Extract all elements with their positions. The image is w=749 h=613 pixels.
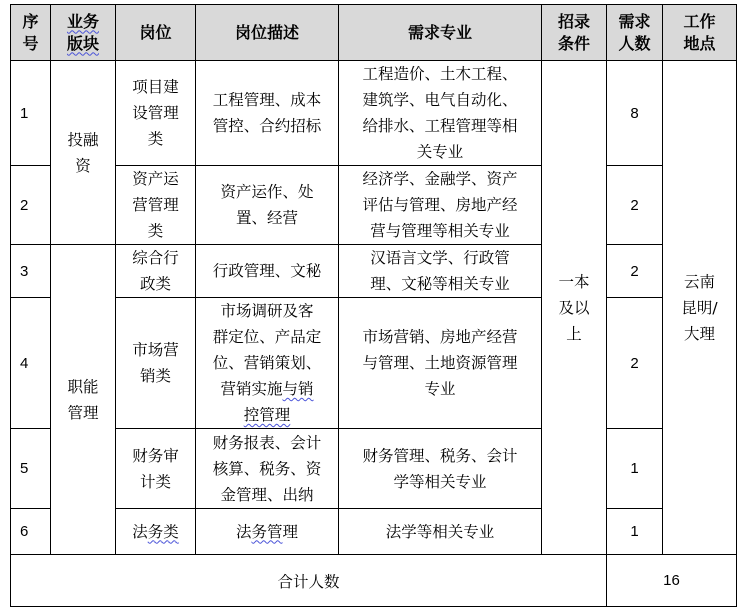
row-no: 2 <box>11 166 51 245</box>
position-cell: 项目建 设管理 类 <box>116 61 196 166</box>
header-major: 需求专业 <box>339 5 542 61</box>
position-underlined: 务类 <box>147 522 179 541</box>
description-underlined: 务管 <box>251 522 283 541</box>
count-cell: 1 <box>607 509 663 555</box>
header-segment: 业务 版块 <box>51 5 116 61</box>
count-cell: 2 <box>607 298 663 429</box>
row-no: 1 <box>11 61 51 166</box>
description-cell: 法务管理 <box>196 509 339 555</box>
count-cell: 1 <box>607 429 663 509</box>
segment-investment: 投融 资 <box>51 61 116 245</box>
segment-functional: 职能 管理 <box>51 245 116 555</box>
total-label: 合计人数 <box>11 555 607 607</box>
description-underlined: 与销 控管理 <box>243 380 314 424</box>
row-no: 4 <box>11 298 51 429</box>
count-cell: 2 <box>607 245 663 298</box>
major-cell: 法学等相关专业 <box>339 509 542 555</box>
header-condition: 招录 条件 <box>542 5 607 61</box>
description-cell: 行政管理、文秘 <box>196 245 339 298</box>
position-cell: 财务审 计类 <box>116 429 196 509</box>
table-row <box>11 245 737 298</box>
job-table <box>10 4 737 607</box>
major-cell: 汉语言文学、行政管 理、文秘等相关专业 <box>339 245 542 298</box>
total-value: 16 <box>607 555 737 607</box>
major-cell: 工程造价、土木工程、 建筑学、电气自动化、 给排水、工程管理等相 关专业 <box>339 61 542 166</box>
position-cell: 市场营 销类 <box>116 298 196 429</box>
table-row <box>11 166 737 245</box>
position-cell: 资产运 营管理 类 <box>116 166 196 245</box>
table-row <box>11 61 737 166</box>
description-cell: 市场调研及客 群定位、产品定 位、营销策划、 营销实施与销 控管理 <box>196 298 339 429</box>
condition-cell: 一本 及以 上 <box>542 61 607 555</box>
major-cell: 市场营销、房地产经营 与管理、土地资源管理 专业 <box>339 298 542 429</box>
description-cell: 资产运作、处 置、经营 <box>196 166 339 245</box>
header-position: 岗位 <box>116 5 196 61</box>
count-cell: 2 <box>607 166 663 245</box>
header-description: 岗位描述 <box>196 5 339 61</box>
position-cell: 综合行 政类 <box>116 245 196 298</box>
description-cell: 工程管理、成本 管控、合约招标 <box>196 61 339 166</box>
major-cell: 经济学、金融学、资产 评估与管理、房地产经 营与管理等相关专业 <box>339 166 542 245</box>
header-location: 工作 地点 <box>663 5 737 61</box>
header-count: 需求 人数 <box>607 5 663 61</box>
row-no: 3 <box>11 245 51 298</box>
row-no: 6 <box>11 509 51 555</box>
header-no: 序 号 <box>11 5 51 61</box>
row-no: 5 <box>11 429 51 509</box>
table-row <box>11 429 737 509</box>
major-cell: 财务管理、税务、会计 学等相关专业 <box>339 429 542 509</box>
table-row <box>11 509 737 555</box>
description-cell: 财务报表、会计 核算、税务、资 金管理、出纳 <box>196 429 339 509</box>
total-row <box>11 555 737 607</box>
location-cell: 云南 昆明/ 大理 <box>663 61 737 555</box>
count-cell: 8 <box>607 61 663 166</box>
header-row <box>11 5 737 61</box>
position-cell: 法务类 <box>116 509 196 555</box>
table-row <box>11 298 737 429</box>
